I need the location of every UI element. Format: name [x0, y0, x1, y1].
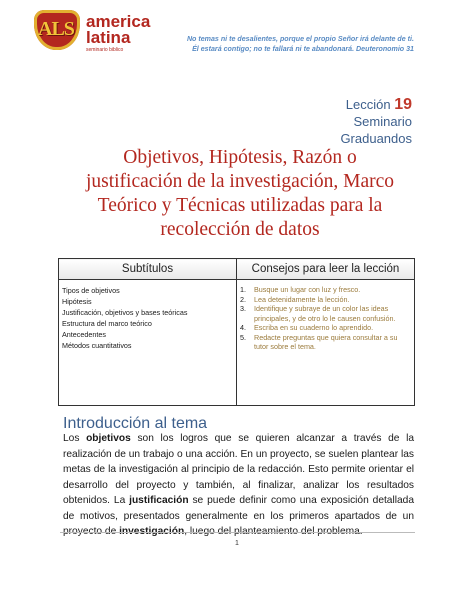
intro-bold-term: objetivos [86, 433, 131, 444]
tip-text: Identifique y subraye de un color las ideas principales, y de otro lo le causen confusión. [254, 304, 396, 323]
subtitle-item: Estructura del marco teórico [62, 319, 152, 328]
tips-header: Consejos para leer la lección [237, 259, 415, 280]
intro-text: Los [63, 433, 87, 444]
tip-number: 5. [240, 332, 246, 342]
header-quote [114, 34, 414, 54]
subtitle-item: Justificación, objetivos y bases teóricas [62, 308, 188, 317]
tip-number: 1. [240, 285, 246, 294]
title-line: justificación de la investigación, Marco [85, 171, 395, 192]
tip-text: Escriba en su cuaderno lo aprendido. [254, 323, 374, 332]
tip-item [240, 304, 411, 323]
lesson-table [58, 258, 415, 406]
title-line: Objetivos, Hipótesis, Razón o [123, 147, 357, 168]
intro-heading: Introducción al tema [63, 415, 208, 432]
tip-item [240, 333, 411, 352]
subtitles-header: Subtítulos [59, 259, 237, 280]
tip-number: 4. [240, 323, 246, 332]
intro-text: se puede definir como una exposición detallada de motivos, presentados generalmente en los primeros apartados de un proyecto de [63, 495, 415, 537]
intro-paragraph [63, 431, 414, 540]
logo-name-line2: latina [86, 28, 131, 47]
tip-number: 3. [240, 304, 246, 313]
tips-cell [237, 280, 415, 406]
intro-bold-term: justificación [129, 495, 189, 506]
logo-tagline: seminario biblico [86, 47, 124, 53]
tip-item [240, 285, 411, 295]
logo-initials: ALS [38, 18, 74, 40]
tip-text: Lea detenidamente la lección. [254, 294, 350, 304]
intro-bold-term: investigación [119, 526, 185, 537]
tip-item [240, 323, 411, 333]
lesson-line-3: Graduandos [340, 131, 412, 146]
logo-name-line1: america [86, 12, 151, 31]
tip-text: Redacte preguntas que quiera consultar a su tutor sobre el tema. [254, 332, 398, 351]
subtitle-item: Tipos de objetivos [62, 286, 120, 295]
footer-divider [60, 532, 415, 533]
quote-line-2: Él estará contigo; no te fallará ni te abandonará. Deuteronomio 31 [192, 45, 414, 53]
document-title [60, 146, 420, 242]
page-number: 1 [235, 540, 239, 547]
quote-line-1: No temas ni te desalientes, porque el propio Señor irá delante de ti. [186, 35, 414, 43]
lesson-label [340, 96, 412, 147]
intro-text: son los logros que se quieren alcanzar a través de la realización de un trabajo o una acción. En un proyecto, se suelen plantear las metas de la investigación al principio de la redacción. Esto permite orientar el desarrollo del proyecto y también, al finalizar, analizar los resultados obtenidos. La [63, 433, 414, 506]
subtitles-cell [59, 280, 237, 406]
intro-text: , luego del planteamiento del problema. [184, 526, 363, 537]
lesson-number: 19 [394, 96, 412, 113]
tip-text: Busque un lugar con luz y fresco. [254, 285, 361, 294]
tip-number: 2. [240, 294, 246, 304]
subtitle-item: Hipótesis [62, 297, 92, 306]
tip-item [240, 295, 411, 305]
subtitle-item: Métodos cuantitativos [62, 341, 132, 350]
lesson-word: Lección [345, 97, 391, 112]
subtitle-item: Antecedentes [62, 330, 106, 339]
title-line: Teórico y Técnicas utilizadas para la [97, 195, 383, 216]
title-line: recolección de datos [160, 219, 320, 240]
lesson-line-2: Seminario [353, 114, 412, 129]
tips-list [240, 285, 411, 352]
